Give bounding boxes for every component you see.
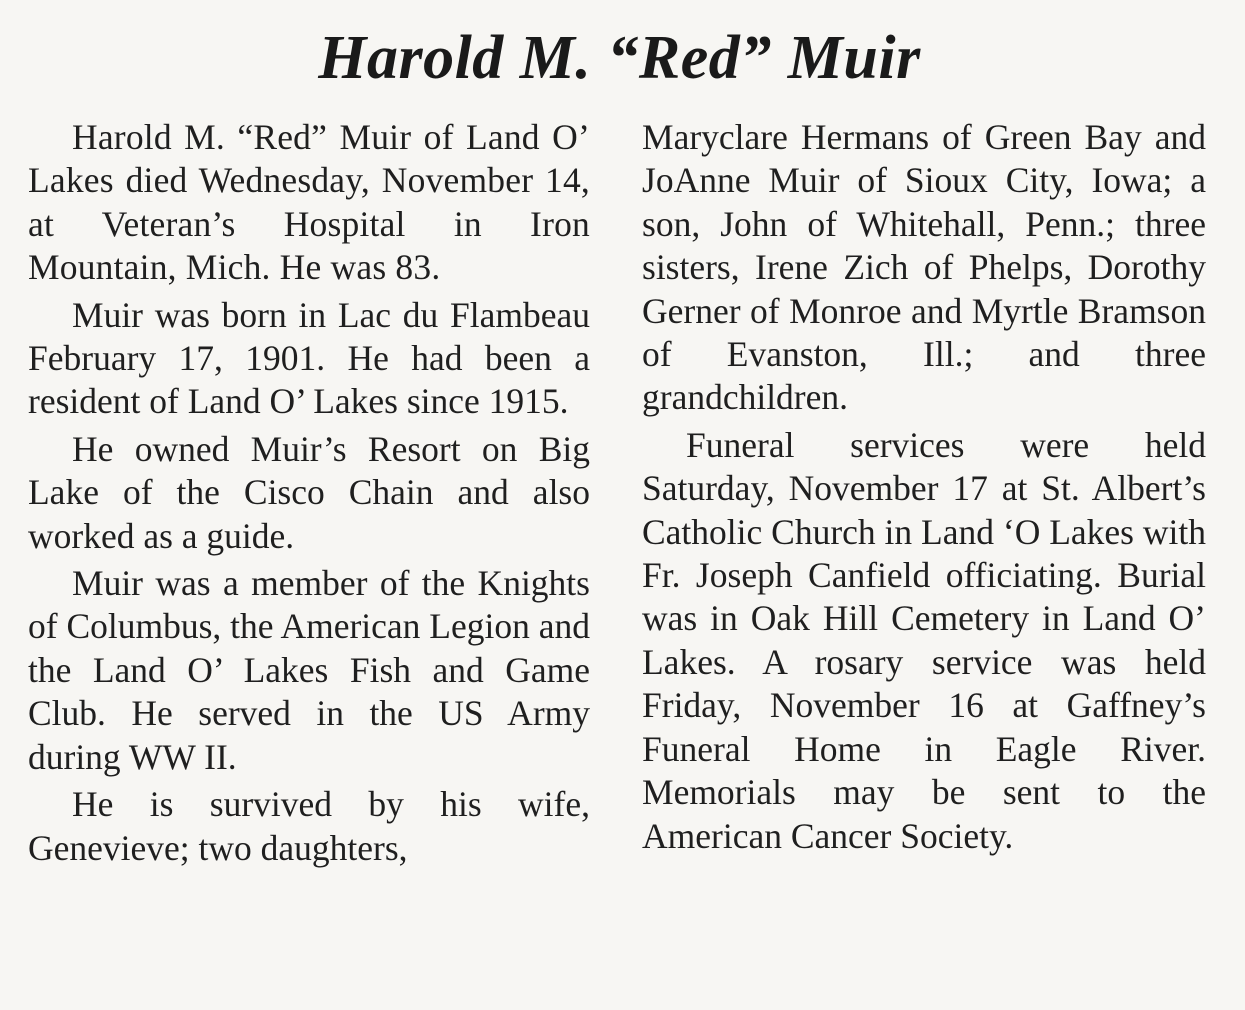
paragraph-survivors-start: He is survived by his wife, Genevieve; two daughters, <box>28 784 590 868</box>
paragraph-survivors-continued: Maryclare Hermans of Green Bay and JoAnne Muir of Sioux City, Iowa; a son, John of Whitehall, Penn.; three sisters, Irene Zich of Phelps, Dorothy Gerner of Monroe and Myrtle Bramson of Evanston, Ill.; and three grandchildren. <box>642 117 1206 418</box>
obituary-body <box>28 108 1211 1008</box>
right-column <box>642 116 1206 858</box>
paragraph-death-notice: Harold M. “Red” Muir of Land O’ Lakes died Wednesday, November 14, at Veteran’s Hospital in Iron Mountain, Mich. He was 83. <box>28 117 590 288</box>
left-column <box>28 116 590 870</box>
obituary-headline: Harold M. “Red” Muir <box>318 24 921 92</box>
paragraph-occupation: He owned Muir’s Resort on Big Lake of the Cisco Chain and also worked as a guide. <box>28 428 590 556</box>
paragraph-memberships: Muir was a member of the Knights of Columbus, the American Legion and the Land O’ Lakes Fish and Game Club. He served in the US Army during WW II. <box>28 563 590 777</box>
paragraph-birth: Muir was born in Lac du Flambeau February 17, 1901. He had been a resident of Land O’ Lakes since 1915. <box>28 294 590 422</box>
paragraph-funeral-services: Funeral services were held Saturday, November 17 at St. Albert’s Catholic Church in Land ‘O Lakes with Fr. Joseph Canfield officiating. Burial was in Oak Hill Cemetery in Land O’ Lakes. A rosary service was held Friday, November 16 at Gaffney’s Funeral Home in Eagle River. Memorials may be sent to the American Cancer Society. <box>642 424 1206 856</box>
